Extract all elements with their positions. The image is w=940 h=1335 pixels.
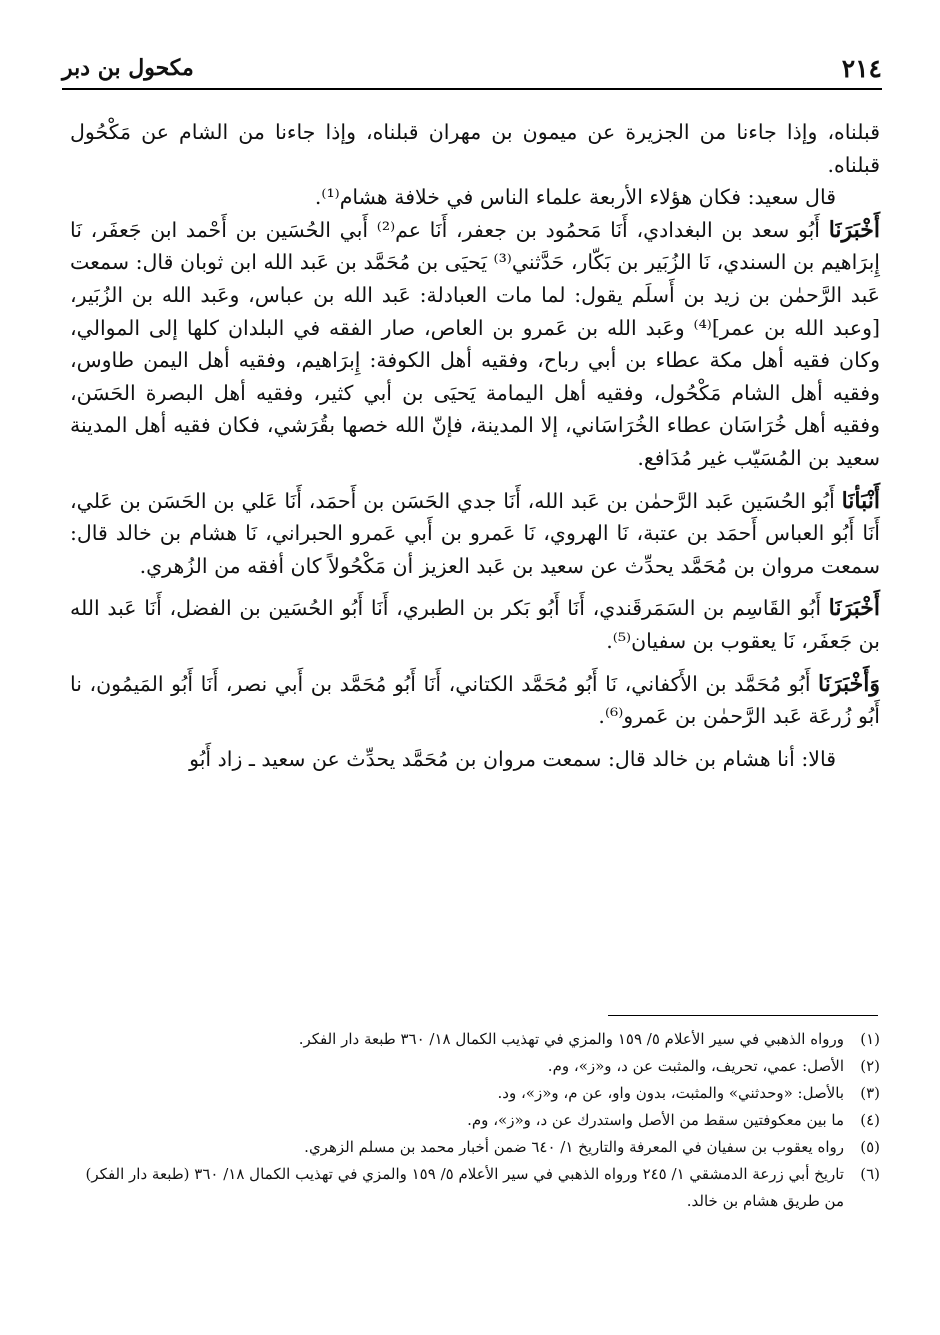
- paragraph: [70, 214, 880, 475]
- footnotes: [62, 1026, 880, 1215]
- paragraph-text: أَبُو الحُسَين عَبد الرَّحمٰن بن عَبد الله، أَنَا جدي الحَسَن بن أَحمَد، أَنَا عَلي بن الحَسَن بن عَلي، أَنَا أَبُو العباس أَحمَد بن عتبة، نَا الهروي، نَا عَمرو بن أَبي عَمرو الحبراني، نَا هشام بن خالد قال: سمعت مروان بن مُحَمَّد يحدِّث عن سعيد بن عَبد العزيز أن مَكْحُولاً كان أفقه من الزُهري.: [70, 488, 880, 578]
- paragraph-text: قال سعيد: فكان هؤلاء الأربعة علماء الناس في خلافة هشام⁽¹⁾.: [314, 185, 836, 210]
- footnote-separator: [608, 1015, 878, 1016]
- paragraph-text: أَبُو سعد بن البغدادي، أَنَا مَحمُود بن جعفر، أَنَا عم⁽²⁾ أَبي الحُسَين بن أَحْمد ابن جَعفَر، نَا إِبرَاهيم بن السندي، نَا الزُبَير بن بَكّار، حَدَّثني⁽³⁾ يَحيَى بن مُحَمَّد بن عَبد الله ابن ثوبان قال: سمعت عَبد الرَّحمٰن بن زيد بن أَسلَم يقول: لما مات العبادلة: عَبد الله بن عباس، وعَبد الله بن الزُبَير، [وعبد الله بن عمر]⁽⁴⁾ وعَبد الله بن عَمرو بن العاص، صار الفقه في البلدان كلها إلى الموالي، وكان فقيه أهل مكة عطاء بن أبي رباح، وفقيه أهل الكوفة: إِبرَاهيم، وفقيه أهل اليمن طاوس، وفقيه أهل الشام مَكْحُول، وفقيه أهل اليمامة يَحيَى بن أبي كثير، وفقيه أهل البصرة الحَسَن، وفقيه أهل خُرَاسَان عطاء الخُرَاسَاني، إلا المدينة، فإنّ الله خصها بقُرَشي، فكان فقيه أهل المدينة سعيد بن المُسَيّب غير مُدَافع.: [70, 217, 880, 470]
- footnote-2: [62, 1053, 880, 1080]
- main-text: [70, 116, 880, 775]
- paragraph: [70, 592, 880, 657]
- page-number: ٢١٤: [841, 53, 882, 83]
- paragraph-lead-word: أَنْبَأنَا: [841, 487, 880, 514]
- paragraph: [70, 485, 880, 583]
- footnote-text: ورواه الذهبي في سير الأعلام ٥/ ١٥٩ والمزي في تهذيب الكمال ١٨/ ٣٦٠ طبعة دار الفكر.: [298, 1030, 844, 1048]
- paragraph: [70, 668, 880, 733]
- paragraph-text: قالا: أنا هشام بن خالد قال: سمعت مروان بن مُحَمَّد يحدِّث عن سعيد ـ زاد أَبُو: [189, 746, 836, 771]
- paragraph-lead-word: وَأَخْبَرَنَا: [818, 670, 880, 697]
- footnote-text: ما بين معكوفتين سقط من الأصل واستدرك عن د، و«ز»، وم.: [467, 1111, 844, 1129]
- paragraph: [70, 743, 880, 776]
- paragraph-text: أَبُو مُحَمَّد بن الأَكفاني، نَا أَبُو مُحَمَّد الكتاني، أَنَا أَبُو مُحَمَّد بن أَبي نصر، أَنَا أَبُو المَيمُون، نا أَبُو زُرعَة عَبد الرَّحمٰن بن عَمرو⁽⁶⁾.: [70, 671, 880, 729]
- footnote-4: [62, 1107, 880, 1134]
- footnote-3: [62, 1080, 880, 1107]
- footnote-text: بالأصل: «وحدثني» والمثبت، بدون واو، عن م، و«ز»، ود.: [497, 1084, 844, 1102]
- paragraph-text: أَبُو القَاسِم بن السَمَرقَندي، أَنَا أَبُو بَكر بن الطبري، أَنَا أَبُو الحُسَين بن الفضل، أَنَا عَبد الله بن جَعفَر، نَا يعقوب بن سفيان⁽⁵⁾.: [70, 596, 880, 653]
- footnote-text: رواه يعقوب بن سفيان في المعرفة والتاريخ ١/ ٦٤٠ ضمن أخبار محمد بن مسلم الزهري.: [304, 1138, 844, 1156]
- paragraph: [70, 181, 880, 214]
- paragraph-lead-word: أَخْبَرَنَا: [828, 216, 881, 243]
- running-title: مكحول بن دبر: [62, 55, 194, 81]
- footnote-text: الأصل: عمي، تحريف، والمثبت عن د، و«ز»، وم.: [547, 1057, 844, 1075]
- footnote-number: (٦): [860, 1165, 880, 1183]
- paragraph: [70, 116, 880, 181]
- paragraph-text: قبلناه، وإذا جاءنا من الجزيرة عن ميمون بن مهران قبلناه، وإذا جاءنا من الشام عن مَكْحُول قبلناه.: [70, 120, 880, 177]
- footnote-5: [62, 1134, 880, 1161]
- footnote-1: [62, 1026, 880, 1053]
- footnote-number: (٣): [860, 1084, 880, 1102]
- footnote-text: تاريخ أبي زرعة الدمشقي ١/ ٢٤٥ ورواه الذهبي في سير الأعلام ٥/ ١٥٩ والمزي في تهذيب الكمال ١٨/ ٣٦٠ (طبعة دار الفكر) من طريق هشام بن خالد.: [85, 1165, 844, 1210]
- paragraph-lead-word: أَخْبَرَنَا: [828, 595, 880, 622]
- footnote-number: (٥): [860, 1138, 880, 1156]
- page-header: [62, 48, 882, 90]
- footnote-number: (٤): [860, 1111, 880, 1129]
- footnote-6: [62, 1161, 880, 1215]
- footnote-number: (٢): [860, 1057, 880, 1075]
- footnote-number: (١): [860, 1030, 880, 1048]
